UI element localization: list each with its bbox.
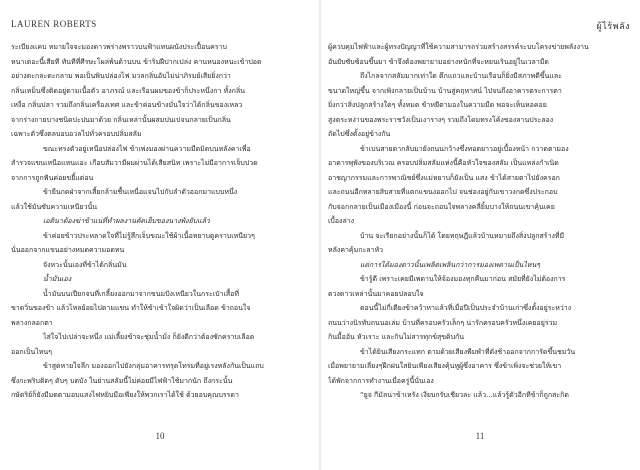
text-line: เมื่อพยายามเลี่ยงๆฝึกฝนใสยินเพียงเสียงคุ้นหูผู้ซึ่งอาคาร ซึ่งข้าเพิ่งจะช่วยให้เขา xyxy=(328,362,562,370)
text-line: อาคารพุพังของบริเวณ ครอบปลิ่มสลัมแห่งนี้คือหัวใจของสลัม เป็นแหล่งกำเนิด xyxy=(328,159,559,167)
text-line: แล้วใช้มันซับความเหนียวนั้น xyxy=(11,202,98,211)
text-line: แต่การได้มองดาวนั้นเพลิดเพลินกว่าการมองเพดานเป็นไหนๆ xyxy=(360,260,541,269)
left-page-number: 10 xyxy=(155,431,165,441)
text-line: ถนนว่างนิรทับถนนอเล่ม บ้านที่ครอบครัวเล็กๆ น่ารักครอบครัวหนึ่งเคยอยู่ร่วม xyxy=(328,318,558,327)
text-line: ถัดไปซึ่งตั้งอยู่ข้างกัน xyxy=(328,130,391,138)
text-line: ยิ่งกว่าสิ่งปลูกสร้างใดๆ ทั้งหมด ข้าหยีตามองในความมืด พอจะเห็นหอคอย xyxy=(328,101,547,109)
text-line: ออกเป็นไหนๆ xyxy=(11,347,52,356)
text-line: จังหวะนั้นเองที่ข้าได้กลิ่นมัน xyxy=(43,260,127,269)
text-line: หลังคาคุ้มกะลาหัว xyxy=(328,246,383,254)
right-page-body xyxy=(328,40,624,403)
text-line: จากร่างกายบางชนิดปะปนมาด้วย กลิ่นเหล่านั้นผสมปนเปจนกลายเป็นกลิ่น xyxy=(11,115,231,124)
text-line: ข้าค่อยข้าวประหลาดใจที่ไม่รู้สึกเจ็บขณะใช้ผ้าเนื้อหยาบดูคราบเหนียวๆ xyxy=(43,231,255,240)
text-line: อันยับซับซ้อนขึ้นมา ข้าจึงต้องพยายามอย่างหนักที่จะหยนเรินอยู่ในเวลามืด xyxy=(328,57,549,66)
text-line: ข้าเบนสายตากลับมายังถนนกว้างซึ่งทอดยาวอยู่เบื้องหน้า กวาดตามอง xyxy=(360,144,569,153)
text-line: เอดินาต้องฆ่าข้าแน่ที่ทำผลงานคัดเย็บของนางพังยับแล้ว xyxy=(43,217,210,225)
text-line: กษัตริย์ก็ยังมีมดตามอบแสงไฟหยิบมือเพียงให้พวกเราได้ใช้ ด้วยอบคุณบรรดา xyxy=(11,391,239,399)
text-line: นั่นออกจากแขนอย่างหมดความอดทน xyxy=(11,246,125,254)
running-header-title: ผู้ไร้พลัง xyxy=(596,21,630,31)
text-line: บ้าน จะเรียกอย่างนั้นก็ได้ โดยทฤษฎีแล้วบ้านหมายถึงสิ่งปลูกสร้างที่มี xyxy=(360,231,565,240)
text-line: ข้าได้ยินเสียงกระแทก ตามด้วยเสียงพืมพำที่ดังช้าออกจากการัดขึ้นชมวัน xyxy=(360,347,576,356)
text-line: สูงตระหง่านของพระราชวังเป็นเงารางๆ รวมถึงโดมทรงโค้งของลานประลอง xyxy=(328,115,554,124)
text-line: น้ำมันเอง xyxy=(43,275,72,283)
text-line: หนาเตอะนี้เสียที ทันทีที่ศีรษะโผล่พ้นด้านบน ข้าริมฝีปากเปล่ง คานหนองหนะเข้าปอด xyxy=(11,57,262,66)
running-header-author: LAUREN ROBERTS xyxy=(11,19,97,29)
text-line: ขณะทรงตัวอยู่เหนือปล่องไฟ ข้าเพ่งมองผ่านความมืดมิดบนหลังคาเพื่อ xyxy=(43,144,251,153)
text-line: กลิ่นเหม็นซึ่งติดอยู่ตามเนื้อตัว อาภรณ์ และเรือนผมของข้าก็ประหนึ่งกา ทั้งกลิ่น xyxy=(11,86,245,95)
text-line: และถนนอีกหลายสิบสายที่แตกแขนงออกไป จนช่องอยู่กับเขาวงกตซึ่งประกอบ xyxy=(328,188,558,196)
text-line: สำรวจแขนเหนือแหนแอะ เกือบสัมวามีผมผ่านได้เสียสนิท เพราะไม่มีอาการเจ็บปวด xyxy=(11,159,258,167)
text-line: ขนาดใหญ่ขึ้น จากเพิงกลายเป็นบ้าน บ้านสู่คฤหาสน์ ไปจนถึงอาคารตระการตา xyxy=(328,86,562,95)
text-line: ข้ารู้ดี เพราะเคยมีเพดานให้จ้องมองทุกคืนมาก่อน สมัยที่ยังไม่ต้องการ xyxy=(360,275,566,283)
text-line: เบื้องล่าง xyxy=(328,217,355,225)
text-line: ดวงดาวเหล่านั้นมาคอยปลอบใจ xyxy=(328,289,424,298)
text-line: เฉพาะตัวซึ่งตลบอบอวลไปทั่วครอบปลิ่มสลัม xyxy=(11,130,142,138)
text-line: ซึ่งกะพริบติดๆ ดับๆ บดบัง ในย่านสลัมนี้ไม่ค่อยมีไฟฟ้าใช้มากนัก ถึงกระนั้น xyxy=(11,376,233,385)
right-page xyxy=(320,0,640,470)
text-line: “ยูจ กีมัลน่าข้าเหรัง เงียบกรับเชียวละ แล้ว...แล้วรู้ตัวอีกทีข้าก็ถูกสะกิด xyxy=(360,391,569,399)
text-line: น้ำมันบนเปียกจนที่เกลี้ยงออกมาจากขนมปังเหนียวในกระเป๋าเสื้อที่ xyxy=(43,289,240,298)
text-line: ข้ายืนกดฝ่าจากเสี้ยกล้ามชื้นเหนื่อแจนไปกับลำตัวออกมาแบบหนึ่ง xyxy=(43,188,238,196)
text-line: ได้พักจากการทำงานเมื่อครู่นี้นั่นเอง xyxy=(328,376,434,385)
text-line: กินมื้ออัน หัวเราะ และกินไม่สารทุกข์สุขดิบกัน xyxy=(328,333,465,341)
text-line: ตอนนี้ไม่กี่เตียงข้าคว้าหาแล้วที่เมื่อปีเป็นประจำบ้านเก่าซึ่งตั้งอยู่ระหว่าง xyxy=(360,304,572,312)
text-line: ระเบียงแคบ หมายใจจะมองดาวพร่างพราวบนฟ้าแทนผนังประเปื้อนคราบ xyxy=(11,43,227,51)
text-line: จากการถูกฟันค่อยขยี้แต่อน xyxy=(11,173,94,182)
right-page-number: 11 xyxy=(475,431,485,441)
text-line: ถึงไกลจากสลัมมากเท่าใด ตึกแถวและบ้านเรือนก็ยิ่งมีสภาพดีขึ้นและ xyxy=(360,72,562,80)
text-line: กับจอกกลายเป็นเมืองเมืองนี้ ก่อนจะถอนใจพลางคลี่ยิ้มบางให้ถนนเขาคุ้นเคย xyxy=(328,202,555,211)
text-line: อาชญากรรมและการพาณิชย์ซึ่งแม่หยาบก็ยังเป็น แสง ข้าได้สายตาไปยังครอก xyxy=(328,173,560,182)
text-line: ขาดวิ่นของข้า แล้วไหลย้อยไปตามแขน ทำให้ข้าเข้าใจผิดว่าเป็นเลือด ข้าถอนใจ xyxy=(11,304,251,312)
text-line: พลางกลอกตา xyxy=(11,318,53,327)
text-line: อย่างตะกละตะกลาม พอเป็นพินปล่องไฟ มวลกลิ่นอับไม่น่าภิรมย์เสียยิ่งกว่า xyxy=(11,72,231,80)
text-line: ไส่ใจไปเปล่าจะหนึ่ง แม่เลี้ยงข้าจะชุ่มน้ำมั่ง ก็ยังดีกว่าต้องซักคราบเลือด xyxy=(43,333,255,341)
text-line: ข้าสูดหายใจลึก มองออกไปยังกลุ่มอาคารทรุดโทรมที่อยู่เรงหลังกันเป็นแถบ xyxy=(43,362,264,370)
left-page-body xyxy=(11,40,308,403)
text-line: เหงื่อ กลิ่นปลา รวมถึงกลิ่นเครื่องเทศ และข้าค่อนข้างมั่นใจว่าได้กลิ่นของเหลว xyxy=(11,101,243,109)
text-line: ผู้ควบคุมไฟฟ้าและผู้ทรงปัญญาที่ใช้ความสามารถร่วมสร้างสรรค์ระบบโครงข่ายพลังงาน xyxy=(328,43,589,51)
